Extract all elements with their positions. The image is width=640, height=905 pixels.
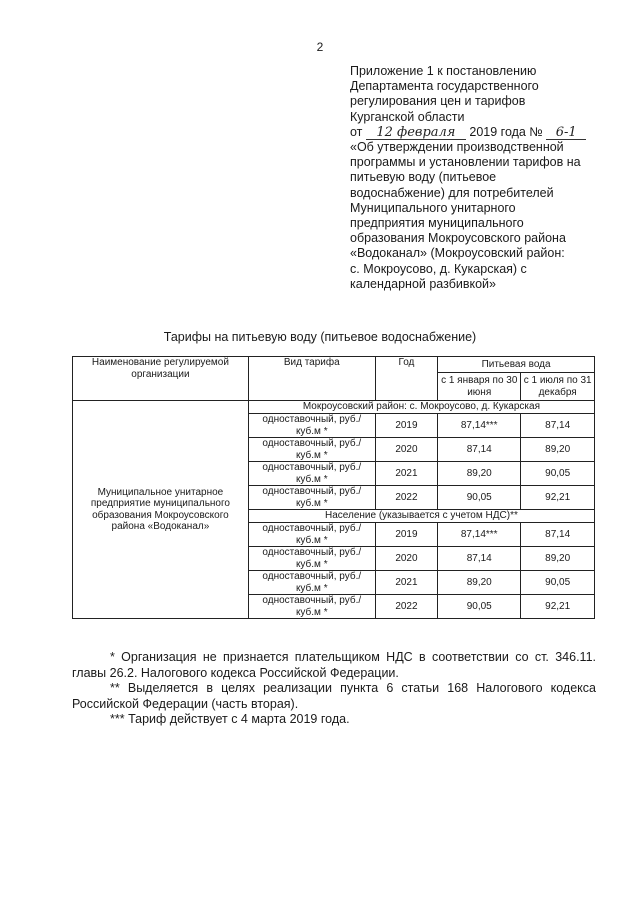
- subject-line: питьевую воду (питьевое: [350, 170, 497, 185]
- organization-name: Муниципальное унитарное предприятие муниципального образования Мокроусовского района «Водоканал»: [73, 401, 249, 619]
- subject-line: календарной разбивкой»: [350, 276, 496, 291]
- cell-period-1: 89,20: [438, 462, 521, 486]
- cell-period-2: 87,14: [521, 414, 595, 438]
- date-prefix: от: [350, 124, 363, 139]
- year-text: 2019 года №: [469, 124, 543, 139]
- cell-period-2: 92,21: [521, 595, 595, 619]
- header-tariff-type: Вид тарифа: [248, 357, 375, 401]
- subject-line: «Об утверждении производственной: [350, 140, 564, 155]
- cell-period-1: 90,05: [438, 486, 521, 510]
- table-title: Тарифы на питьевую воду (питьевое водоснабжение): [163, 330, 477, 344]
- subject-line: Муниципального унитарного: [350, 200, 516, 215]
- cell-period-2: 89,20: [521, 438, 595, 462]
- cell-period-2: 90,05: [521, 571, 595, 595]
- cell-period-1: 87,14***: [438, 414, 521, 438]
- group-label: Население (указывается с учетом НДС)**: [248, 510, 594, 523]
- cell-year: 2022: [375, 595, 437, 619]
- cell-period-1: 87,14***: [438, 523, 521, 547]
- cell-year: 2020: [375, 547, 437, 571]
- header-line: Департамента государственного: [350, 79, 539, 94]
- cell-period-1: 89,20: [438, 571, 521, 595]
- subject-line: «Водоканал» (Мокроусовский район:: [350, 246, 565, 261]
- footnote: *** Тариф действует с 4 марта 2019 года.: [110, 712, 350, 727]
- cell-year: 2020: [375, 438, 437, 462]
- subject-line: образования Мокроусовского района: [350, 231, 566, 246]
- cell-tariff-type: одноставочный, руб./куб.м *: [248, 595, 375, 619]
- cell-year: 2021: [375, 571, 437, 595]
- cell-period-2: 90,05: [521, 462, 595, 486]
- cell-tariff-type: одноставочный, руб./куб.м *: [248, 571, 375, 595]
- cell-period-2: 87,14: [521, 523, 595, 547]
- header-line: регулирования цен и тарифов: [350, 94, 526, 109]
- header-organization: Наименование регулируемой организации: [73, 357, 249, 401]
- cell-tariff-type: одноставочный, руб./куб.м *: [248, 414, 375, 438]
- handwritten-number: 6-1: [546, 127, 586, 140]
- header-line: Приложение 1 к постановлению: [350, 64, 537, 78]
- subject-line: предприятия муниципального: [350, 216, 524, 231]
- appendix-header: [350, 64, 610, 292]
- cell-year: 2019: [375, 523, 437, 547]
- handwritten-date: 12 февраля: [366, 127, 466, 140]
- subject-line: водоснабжение) для потребителей: [350, 185, 554, 200]
- header-period-2: с 1 июля по 31 декабря: [521, 373, 595, 401]
- footnote: ** Выделяется в целях реализации пункта 6 статьи 168 Налогового кодекса Российской Федерации (часть вторая).: [72, 681, 596, 711]
- subject-line: программы и установлении тарифов на: [350, 155, 581, 170]
- header-drinking-water: Питьевая вода: [438, 357, 595, 373]
- footnotes: [72, 650, 596, 728]
- footnote: * Организация не признается плательщиком НДС в соответствии со ст. 346.11. главы 26.2. Налогового кодекса Российской Федерации.: [72, 650, 596, 680]
- cell-period-1: 87,14: [438, 547, 521, 571]
- cell-tariff-type: одноставочный, руб./куб.м *: [248, 438, 375, 462]
- cell-period-1: 87,14: [438, 438, 521, 462]
- cell-tariff-type: одноставочный, руб./куб.м *: [248, 462, 375, 486]
- header-period-1: с 1 января по 30 июня: [438, 373, 521, 401]
- subject-line: с. Мокроусово, д. Кукарская) с: [350, 261, 527, 276]
- cell-period-2: 92,21: [521, 486, 595, 510]
- group-label: Мокроусовский район: с. Мокроусово, д. Кукарская: [248, 401, 594, 414]
- cell-tariff-type: одноставочный, руб./куб.м *: [248, 523, 375, 547]
- header-year: Год: [375, 357, 437, 401]
- cell-year: 2021: [375, 462, 437, 486]
- cell-period-1: 90,05: [438, 595, 521, 619]
- cell-year: 2019: [375, 414, 437, 438]
- cell-tariff-type: одноставочный, руб./куб.м *: [248, 486, 375, 510]
- cell-tariff-type: одноставочный, руб./куб.м *: [248, 547, 375, 571]
- header-line: Курганской области: [350, 109, 465, 124]
- date-line: [350, 125, 610, 140]
- cell-year: 2022: [375, 486, 437, 510]
- page-number: 2: [316, 40, 324, 54]
- cell-period-2: 89,20: [521, 547, 595, 571]
- tariff-table: [72, 356, 595, 619]
